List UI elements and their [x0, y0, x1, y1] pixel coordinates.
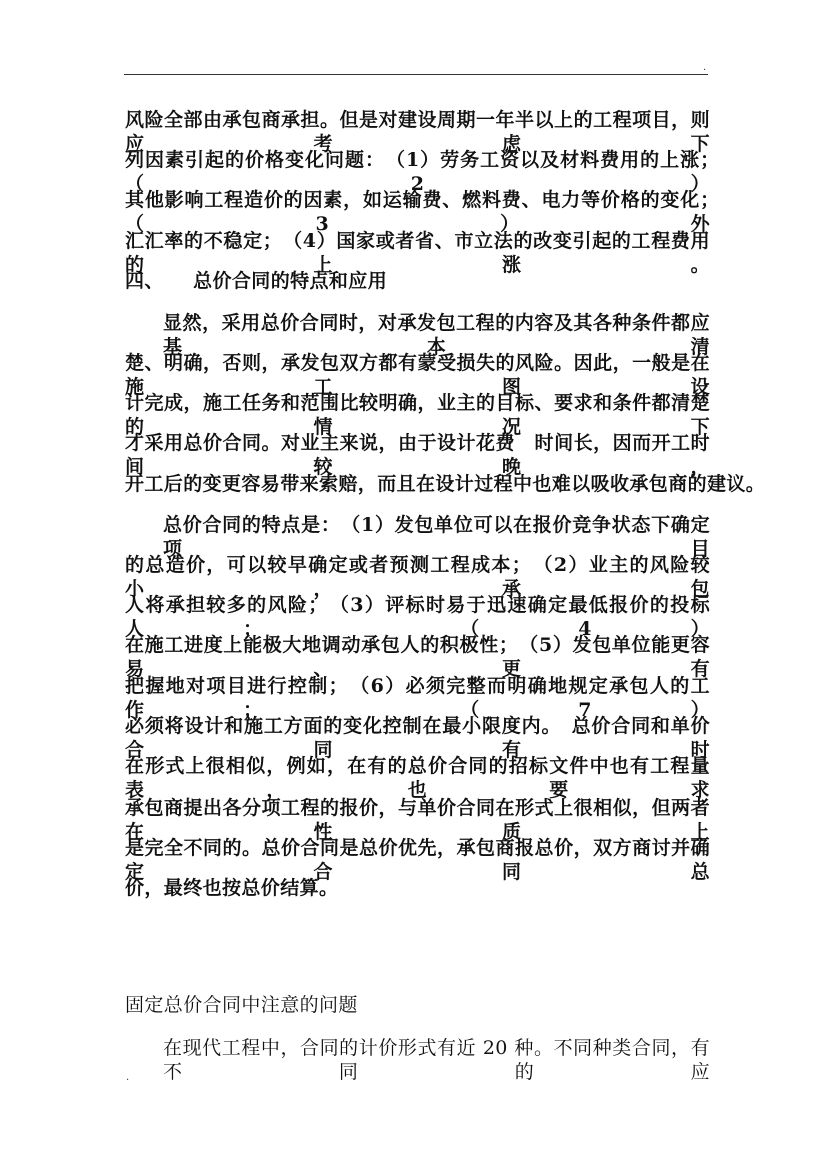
header-rule: [124, 74, 708, 75]
text-line: 必须将设计和施工方面的变化控制在最小限度内。 总价合同和单价合同有时: [125, 715, 710, 761]
text-line: 汇汇率的不稳定； （4）国家或者省、市立法的改变引起的工程费用的上涨。: [125, 230, 710, 276]
section-heading: 四、 总价合同的特点和应用: [125, 270, 388, 292]
text-line: 承包商提出各分项工程的报价，与单价合同在形式上很相似，但两者在性质上: [125, 797, 710, 843]
text-line: 开工后的变更容易带来索赔，而且在设计过程中也难以吸收承包商的建议。: [125, 473, 766, 495]
text-line: 在现代工程中，合同的计价形式有近 20 种。不同种类合同，有不同的应: [163, 1037, 710, 1083]
header-dot: .: [703, 62, 707, 73]
text-line: 是完全不同的。总价合同是总价优先，承包商报总价，双方商讨并确定合同总: [125, 837, 710, 883]
text-line: 价，最终也按总价结算。: [125, 877, 339, 899]
text-line: 总价合同的特点是： （1）发包单位可以在报价竞争状态下确定项目: [163, 514, 710, 560]
text-line: 才采用总价合同。对业主来说，由于设计花费 时间长，因而开工时间较晚，: [125, 432, 710, 478]
footer-dot: .: [126, 1072, 130, 1083]
text-line: 的总造价，可以较早确定或者预测工程成本； （2）业主的风险较小，承包: [125, 554, 710, 600]
text-line: 在施工进度上能极大地调动承包人的积极性； （5）发包单位能更容易、更有: [125, 634, 710, 680]
text-line: 显然，采用总价合同时，对承发包工程的内容及其各种条件都应基本清: [163, 312, 710, 358]
text-line: 风险全部由承包商承担。但是对建设周期一年半以上的工程项目，则应考虑下: [125, 109, 710, 155]
text-line: 楚、明确，否则，承发包双方都有蒙受损失的风险。因此，一般是在施工图设: [125, 352, 710, 398]
text-line: 在形式上很相似，例如，在有的总价合同的招标文件中也有工程量表，也要求: [125, 755, 710, 801]
section-heading: 固定总价合同中注意的问题: [125, 994, 358, 1016]
text-line: 把握地对项目进行控制； （6）必须完整而明确地规定承包人的工作； （7）: [125, 675, 710, 721]
text-line: 人将承担较多的风险； （3）评标时易于迅速确定最低报价的投标人； （4）: [125, 594, 710, 640]
text-line: 列因素引起的价格变化问题： （1）劳务工资以及材料费用的上涨； （2）: [125, 149, 730, 195]
text-line: 计完成，施工任务和范围比较明确，业主的目标、要求和条件都清楚的情况下: [125, 392, 710, 438]
text-line: 其他影响工程造价的因素，如运输费、燃料费、电力等价格的变化； （3）外: [125, 189, 730, 235]
